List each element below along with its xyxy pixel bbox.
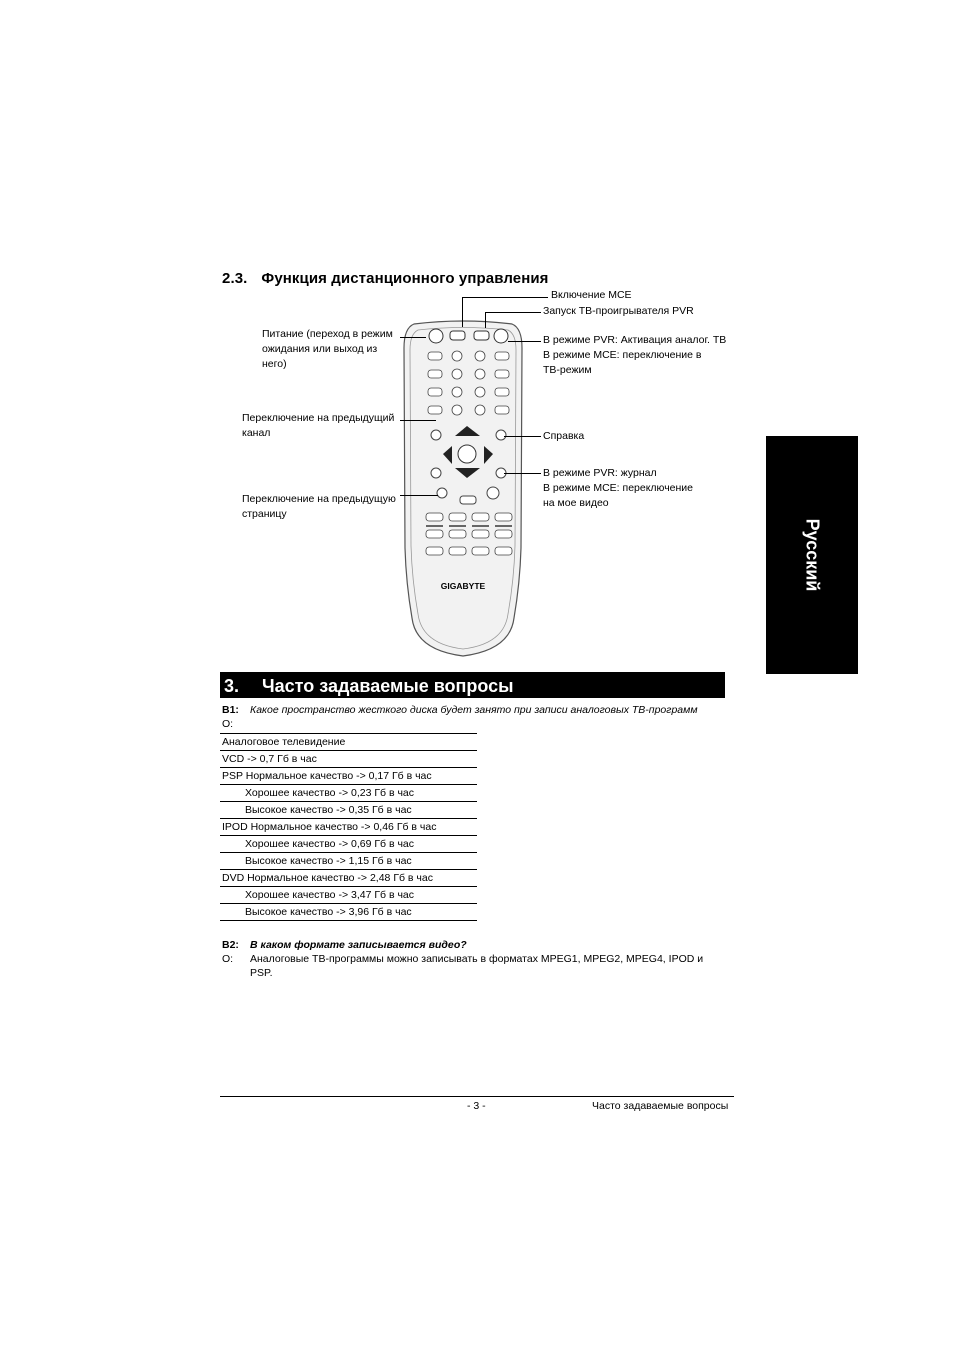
question-1	[222, 703, 698, 717]
question-tag: В1:	[222, 704, 239, 716]
table-row	[220, 751, 477, 768]
faq-heading-bar	[220, 672, 725, 698]
callout-tv-mode-line: В режиме MCE: переключение в	[543, 349, 702, 361]
answer-2	[222, 952, 722, 980]
callout-line	[462, 297, 548, 298]
callout-power	[262, 327, 393, 372]
remote-control-image	[400, 318, 526, 658]
table-cell: VCD -> 0,7 Гб в час	[220, 751, 477, 768]
section-title: Функция дистанционного управления	[261, 270, 549, 287]
callout-prev-channel	[242, 411, 394, 441]
callout-prev-page-line: страницу	[242, 508, 287, 520]
callout-journal-line: В режиме MCE: переключение	[543, 482, 694, 494]
table-cell: Хорошее качество -> 3,47 Гб в час	[220, 887, 477, 904]
table-cell: Высокое качество -> 0,35 Гб в час	[220, 802, 477, 819]
callout-journal	[543, 466, 693, 511]
remote-brand-logo: GIGABYTE	[440, 581, 486, 591]
section-number: 2.3.	[222, 270, 248, 287]
callout-pvr-launch: Запуск ТВ-проигрывателя PVR	[543, 305, 694, 317]
language-tab-label: Русский	[802, 518, 823, 592]
page-number: - 3 -	[467, 1100, 486, 1112]
callout-line	[504, 436, 541, 437]
callout-prev-channel-line: Переключение на предыдущий	[242, 412, 395, 424]
table-row	[220, 819, 477, 836]
table-row	[220, 887, 477, 904]
callout-line	[400, 337, 426, 338]
table-row	[220, 734, 477, 751]
callout-prev-page	[242, 492, 396, 522]
table-cell: Хорошее качество -> 0,69 Гб в час	[220, 836, 477, 853]
callout-prev-page-line: Переключение на предыдущую	[242, 493, 396, 505]
callout-line	[508, 341, 541, 342]
footer-section: Часто задаваемые вопросы	[592, 1100, 729, 1112]
disk-usage-table	[220, 733, 477, 921]
footer-rule	[220, 1096, 734, 1097]
table-cell: IPOD Нормальное качество -> 0,46 Гб в час	[220, 819, 477, 836]
callout-line	[462, 297, 463, 327]
callout-journal-line: В режиме PVR: журнал	[543, 467, 657, 479]
question-2	[222, 938, 467, 952]
answer-text-cont: PSP.	[250, 967, 273, 979]
table-row	[220, 870, 477, 887]
callout-power-line: ожидания или выход из	[262, 343, 378, 355]
callout-line	[485, 312, 541, 313]
table-cell: Аналоговое телевидение	[220, 734, 477, 751]
faq-section-number: 3.	[224, 676, 240, 696]
table-row	[220, 785, 477, 802]
callout-power-line: Питание (переход в режим	[262, 328, 393, 340]
table-row	[220, 802, 477, 819]
table-row	[220, 853, 477, 870]
language-tab	[766, 436, 858, 674]
question-text: Какое пространство жесткого диска будет занято при записи аналоговых ТВ-программ	[250, 704, 698, 716]
faq-section-title: Часто задаваемые вопросы	[262, 676, 514, 696]
table-cell: Высокое качество -> 3,96 Гб в час	[220, 904, 477, 921]
table-row	[220, 768, 477, 785]
callout-line	[504, 473, 541, 474]
callout-journal-line: на мое видео	[543, 497, 609, 509]
question-text: В каком формате записывается видео?	[250, 939, 467, 951]
table-cell: Хорошее качество -> 0,23 Гб в час	[220, 785, 477, 802]
callout-mce-on: Включение MCE	[551, 289, 632, 301]
section-heading-remote	[222, 270, 549, 287]
callout-power-line: него)	[262, 358, 287, 370]
callout-prev-channel-line: канал	[242, 427, 271, 439]
callout-help: Справка	[543, 430, 585, 442]
table-cell: Высокое качество -> 1,15 Гб в час	[220, 853, 477, 870]
callout-tv-mode-line: В режиме PVR: Активация аналог. ТВ	[543, 334, 727, 346]
answer-tag: О:	[222, 953, 234, 965]
callout-tv-mode-line: ТВ-режим	[543, 364, 592, 376]
table-row	[220, 836, 477, 853]
callout-line	[400, 420, 436, 421]
callout-line	[485, 312, 486, 328]
callout-tv-mode	[543, 333, 726, 378]
question-tag: В2:	[222, 939, 239, 951]
answer-1-tag: О:	[222, 718, 234, 730]
table-cell: DVD Нормальное качество -> 2,48 Гб в час	[220, 870, 477, 887]
table-row	[220, 904, 477, 921]
callout-line	[400, 495, 438, 496]
answer-text: Аналоговые ТВ-программы можно записывать в форматах MPEG1, MPEG2, MPEG4, IPOD и	[250, 953, 704, 965]
table-cell: PSP Нормальное качество -> 0,17 Гб в час	[220, 768, 477, 785]
